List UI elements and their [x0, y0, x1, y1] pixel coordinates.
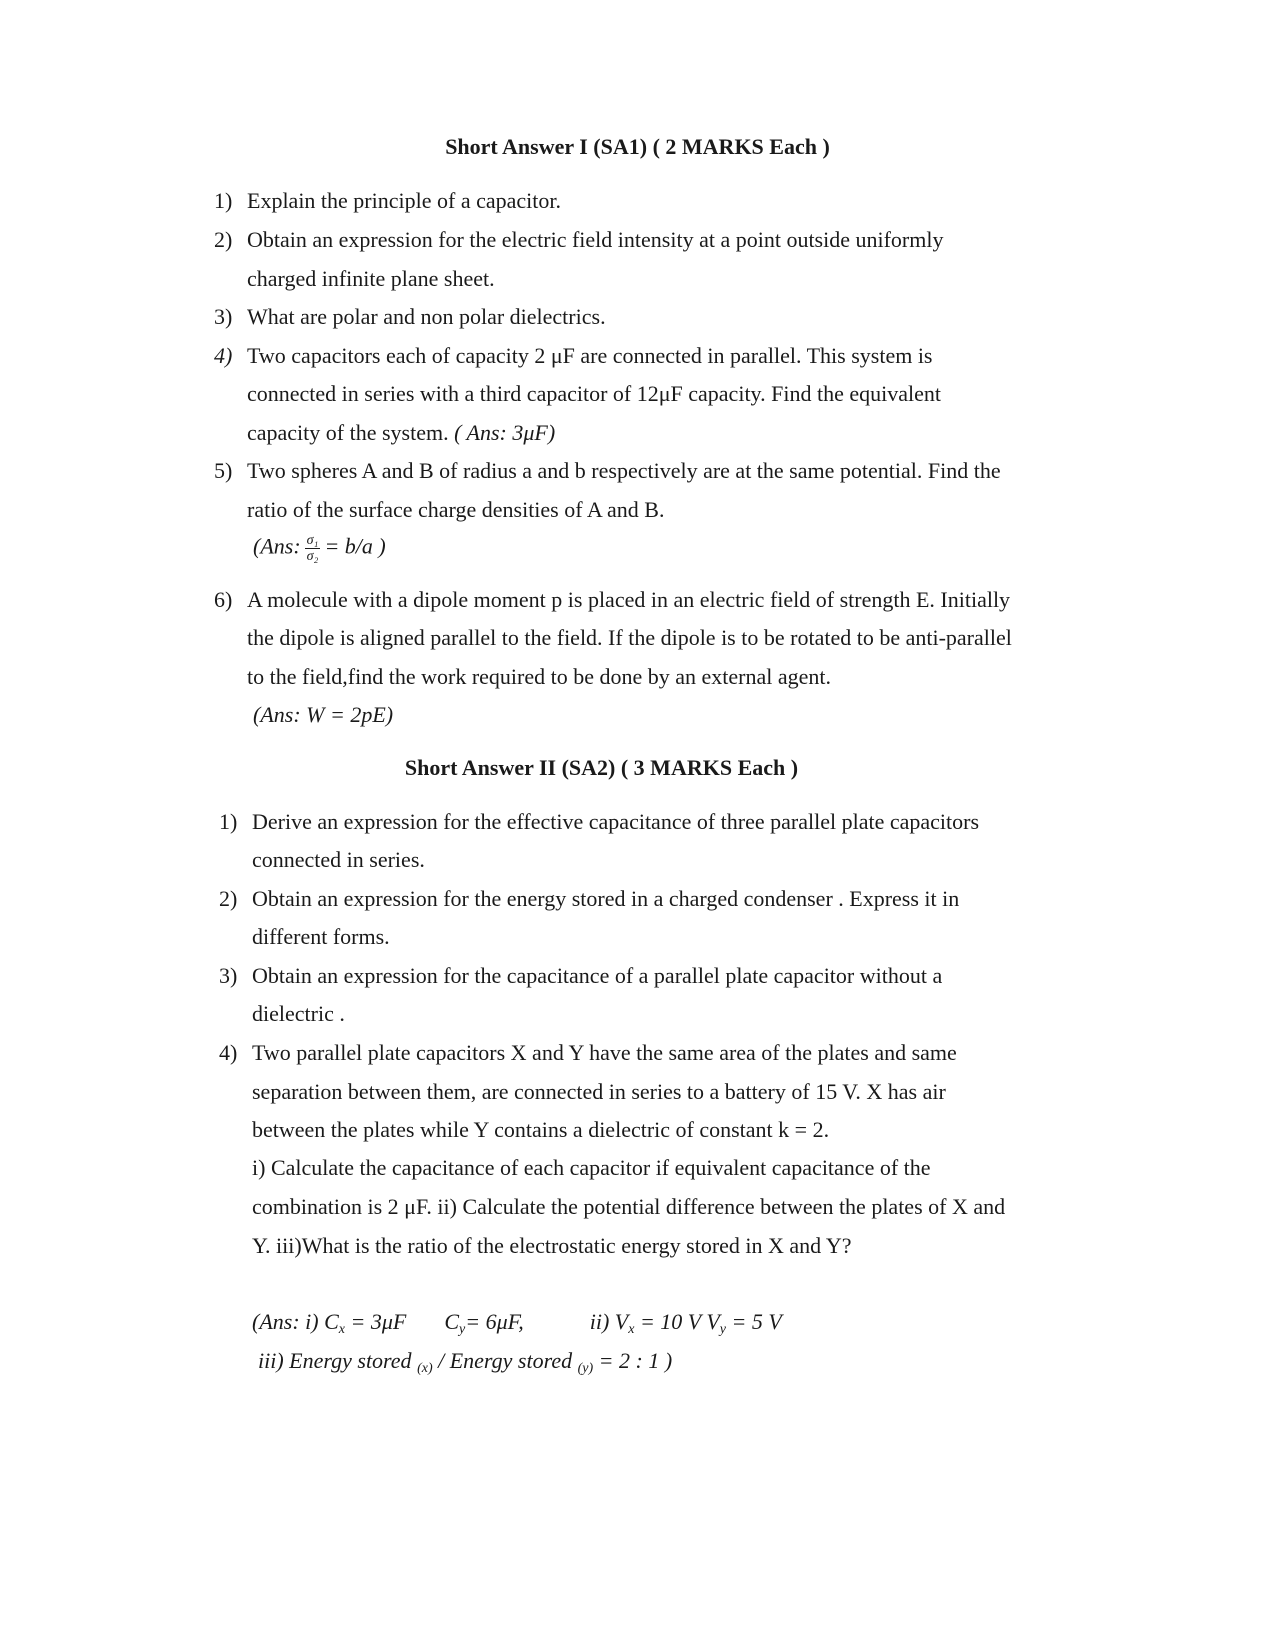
sa1-q2-line-1: Obtain an expression for the electric field intensity at a point outside uniformly — [247, 227, 944, 252]
sa2-q4-line-5: combination is 2 μF. ii) Calculate the potential difference between the plates of X and — [252, 1194, 1006, 1219]
ans-cy-label: C — [444, 1309, 459, 1334]
sa1-q2-line-2: charged infinite plane sheet. — [247, 266, 495, 291]
sa1-q4-line-3 — [247, 420, 555, 446]
sa2-q1-line-2: connected in series. — [252, 847, 425, 872]
ans-energy-y-subscript: (y) — [577, 1361, 594, 1376]
sigma-numerator: σ₁ — [306, 533, 319, 548]
sa1-q2-number: 2) — [214, 227, 233, 252]
ans-cx-subscript: x — [338, 1322, 345, 1337]
sa2-q4-line-2: separation between them, are connected in series to a battery of 15 V. X has air — [252, 1079, 946, 1104]
sa2-q4-line-1: Two parallel plate capacitors X and Y have the same area of the plates and same — [252, 1040, 957, 1065]
sa2-q2-line-1: Obtain an expression for the energy stored in a charged condenser . Express it in — [252, 886, 960, 911]
ans-vx-subscript: x — [628, 1322, 635, 1337]
sa2-q3-line-2: dielectric . — [252, 1001, 345, 1026]
sa2-q1-number: 1) — [219, 809, 238, 834]
sa1-q5-answer-suffix: = b/a ) — [324, 533, 386, 559]
sa2-q4-answer-line-1 — [252, 1309, 782, 1338]
ans-energy-y-label: / Energy stored — [432, 1348, 578, 1373]
sa1-q4-line-3-text: capacity of the system. — [247, 420, 449, 445]
ans-cx-value: = 3μF — [344, 1309, 407, 1334]
ans-vx-label: ii) V — [589, 1309, 629, 1334]
sa1-heading: Short Answer I (SA1) ( 2 MARKS Each ) — [445, 134, 830, 159]
sa1-q5-number: 5) — [214, 458, 233, 483]
sa2-q3-line-1: Obtain an expression for the capacitance of a parallel plate capacitor without a — [252, 963, 943, 988]
ans-cx-label: (Ans: i) C — [252, 1309, 339, 1334]
ans-energy-x-label: iii) Energy stored — [258, 1348, 418, 1373]
sa2-q1-line-1: Derive an expression for the effective capacitance of three parallel plate capacitors — [252, 809, 980, 834]
sa2-q4-answer-line-2 — [258, 1348, 672, 1377]
ans-vy-subscript: y — [719, 1322, 726, 1337]
sa1-q6-answer: (Ans: W = 2pE) — [253, 702, 394, 727]
sa1-q5-line-1: Two spheres A and B of radius a and b respectively are at the same potential. Find the — [247, 458, 1001, 483]
sa1-q1-number: 1) — [214, 188, 233, 213]
sa1-q6-line-2: the dipole is aligned parallel to the field. If the dipole is to be rotated to be anti-parallel — [247, 625, 1012, 650]
sa1-q6-line-1: A molecule with a dipole moment p is placed in an electric field of strength E. Initially — [247, 587, 1011, 612]
sa1-q3-text: What are polar and non polar dielectrics. — [247, 304, 606, 329]
sa1-q6-line-3: to the field,find the work required to be done by an external agent. — [247, 664, 832, 689]
sa2-q2-number: 2) — [219, 886, 238, 911]
ans-energy-x-subscript: (x) — [417, 1361, 433, 1376]
sigma-denominator: σ₂ — [306, 549, 319, 564]
ans-cy-subscript: y — [459, 1322, 466, 1337]
sa1-q4-answer: ( Ans: 3μF) — [454, 420, 556, 445]
sa1-q5-line-2: ratio of the surface charge densities of A and B. — [247, 497, 665, 522]
sa2-q2-line-2: different forms. — [252, 924, 390, 949]
sa1-q6-number: 6) — [214, 587, 233, 612]
sa2-q3-number: 3) — [219, 963, 238, 988]
ans-cy-value: = 6μF, — [465, 1309, 524, 1334]
sa2-q4-line-3: between the plates while Y contains a dielectric of constant k = 2. — [252, 1117, 830, 1142]
ans-vx-value: = 10 V V — [634, 1309, 720, 1334]
sa2-q4-line-6: Y. iii)What is the ratio of the electrostatic energy stored in X and Y? — [252, 1233, 852, 1258]
sa2-q4-number: 4) — [219, 1040, 238, 1065]
ans-energy-ratio: = 2 : 1 ) — [593, 1348, 673, 1373]
ans-vy-value: = 5 V — [725, 1309, 782, 1334]
sa1-q1-text: Explain the principle of a capacitor. — [247, 188, 561, 213]
sa1-q5-answer-prefix: (Ans: — [253, 533, 301, 559]
sa1-q5-answer — [253, 533, 386, 564]
sa1-q4-line-1: Two capacitors each of capacity 2 μF are connected in parallel. This system is — [247, 343, 933, 368]
sa2-heading: Short Answer II (SA2) ( 3 MARKS Each ) — [404, 755, 799, 780]
sigma-fraction — [305, 533, 321, 564]
sa1-q3-number: 3) — [214, 304, 233, 329]
sa1-q4-number: 4) — [214, 343, 233, 368]
sa2-q4-line-4: i) Calculate the capacitance of each capacitor if equivalent capacitance of the — [252, 1155, 931, 1180]
sa1-q4-line-2: connected in series with a third capacitor of 12μF capacity. Find the equivalent — [247, 381, 941, 406]
